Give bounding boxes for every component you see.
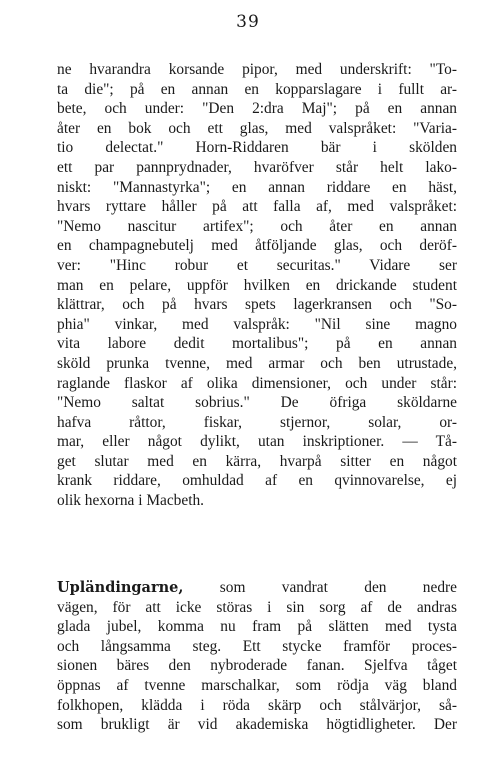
page-number: 39 <box>236 12 260 32</box>
paragraph-1-line: åter en bok och ett glas, med valspråket: "Varia- <box>57 119 457 137</box>
paragraph-2-line: och långsamma steg. Ett stycke framför proces- <box>57 637 457 655</box>
paragraph-1-line: get slutar med en kärra, hvarpå sitter en något <box>57 452 457 470</box>
paragraph-1-line: ett par pannprydnader, hvaröfver står helt lako- <box>57 158 457 176</box>
paragraph-2-line: öppnas af tvenne marschalkar, som rödja väg bland <box>57 676 457 694</box>
paragraph-2-line: som brukligt är vid akademiska högtidligheter. Der <box>57 716 457 734</box>
paragraph-2-first-line-text: som vandrat den nedre <box>219 579 457 596</box>
paragraph-1-line: phia" vinkar, med valspråk: "Nil sine magno <box>57 315 457 333</box>
paragraph-1-line: man en pelare, uppför hvilken en drickande student <box>57 276 457 294</box>
paragraph-2-line <box>57 578 457 598</box>
paragraph-1-line: tio delectat." Horn-Riddaren bär i skölden <box>57 139 457 157</box>
paragraph-2-line: glada jubel, komma nu fram på slätten med tysta <box>57 618 457 636</box>
paragraph-1-line: en champagnebutelj med åtföljande glas, och deröf- <box>57 237 457 255</box>
paragraph-1-line: vita labore dedit mortalibus"; på en annan <box>57 335 457 353</box>
paragraph-2-line: folkhopen, klädda i röda skärp och stålvärjor, så- <box>57 696 457 714</box>
paragraph-1-line: ver: "Hinc robur et securitas." Vidare ser <box>57 256 457 274</box>
paragraph-1-line: ne hvarandra korsande pipor, med underskrift: "To- <box>57 61 457 78</box>
paragraph-1-line: bete, och under: "Den 2:dra Maj"; på en annan <box>57 100 457 118</box>
paragraph-1-line: hvars ryttare håller på att falla af, med valspråket: <box>57 198 457 216</box>
paragraph-1-line: "Nemo nascitur artifex"; och åter en annan <box>57 217 457 235</box>
paragraph-1-line: "Nemo saltat sobrius." De öfriga sköldarne <box>57 394 457 412</box>
paragraph-1-line: ta die"; på en annan en kopparslagare i fullt ar- <box>57 80 457 98</box>
paragraph-1-line: mar, eller något dylikt, utan inskriptioner. — Tå- <box>57 433 457 451</box>
paragraph-1-line: hafva råttor, fiskar, stjernor, solar, or- <box>57 413 457 431</box>
paragraph-2 <box>57 578 457 735</box>
section-heading: Upländingarne, <box>57 579 184 596</box>
paragraph-2-line: vägen, för att icke störas i sin sorg af de andras <box>57 598 457 616</box>
paragraph-1 <box>57 60 457 511</box>
paragraph-1-line: krank riddare, omhuldad af en qvinnovarelse, ej <box>57 472 457 490</box>
paragraph-1-line: raglande flaskor af olika dimensioner, och under står: <box>57 374 457 392</box>
paragraph-1-line: niskt: "Mannastyrka"; en annan riddare en häst, <box>57 178 457 196</box>
paragraph-1-line: sköld prunka tvenne, med armar och ben utrustade, <box>57 354 457 372</box>
paragraph-1-line: olik hexorna i Macbeth. <box>57 492 205 510</box>
paragraph-1-line: klättrar, och på hvars spets lagerkransen och "So- <box>57 296 457 314</box>
paragraph-2-line: sionen bäres den nybroderade fanan. Sjelfva tåget <box>57 657 457 675</box>
